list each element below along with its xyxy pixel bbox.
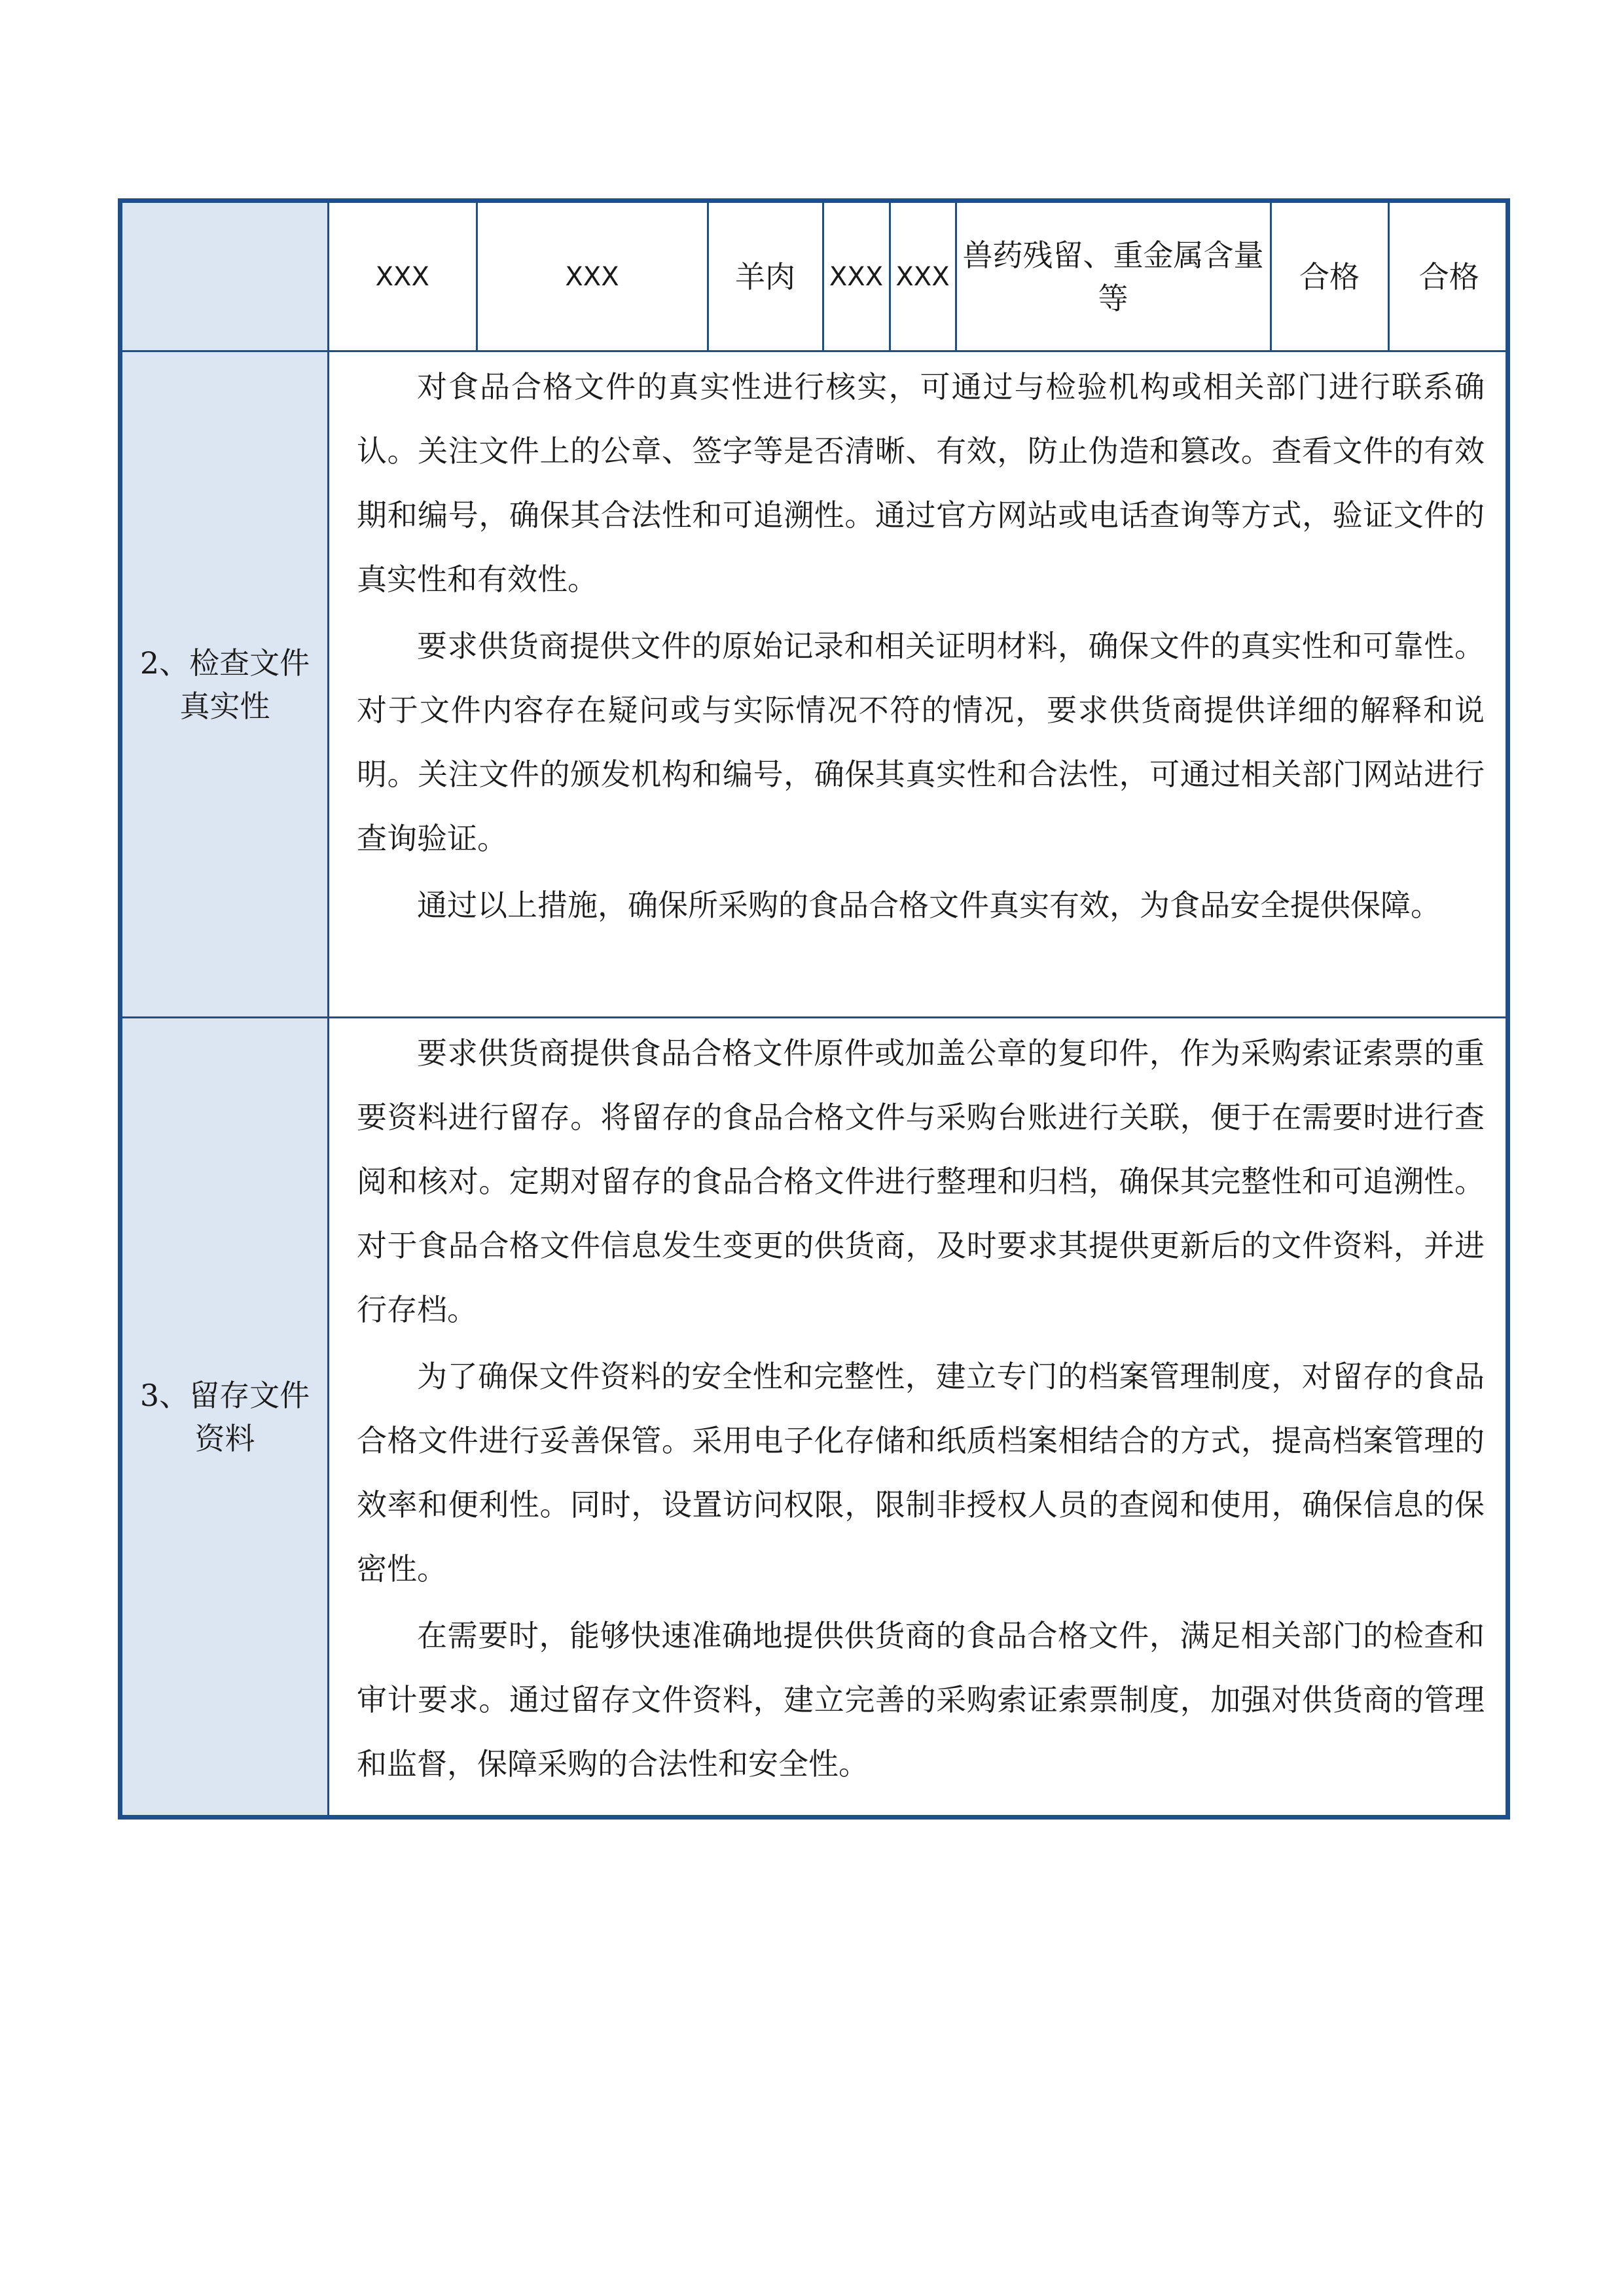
result-cell: 合格 xyxy=(1271,203,1388,350)
paragraph: 要求供货商提供食品合格文件原件或加盖公章的复印件，作为采购索证索票的重要资料进行留存。将留存的食品合格文件与采购台账进行关联，便于在需要时进行查阅和核对。定期对留存的食品合格文件进行整理和归档，确保其完整性和可追溯性。对于食品合格文件信息发生变更的供货商，及时要求其提供更新后的文件资料，并进行存档。 xyxy=(357,1035,1485,1327)
section-content-retain-documents xyxy=(329,1018,1508,1818)
paragraph: 要求供货商提供文件的原始记录和相关证明材料，确保文件的真实性和可靠性。对于文件内容存在疑问或与实际情况不符的情况，要求供货商提供详细的解释和说明。关注文件的颁发机构和编号，确保其真实性和合法性，可通过相关部门网站进行查询验证。 xyxy=(357,628,1485,856)
product-cell: 羊肉 xyxy=(708,203,823,350)
date-cell: XXX xyxy=(890,203,956,350)
row-label-empty xyxy=(120,201,329,351)
supplier-cell: XXX xyxy=(375,261,429,292)
paragraph: 对食品合格文件的真实性进行核实，可通过与检验机构或相关部门进行联系确认。关注文件上的公章、签字等是否清晰、有效，防止伪造和篡改。查看文件的有效期和编号，确保其合法性和可追溯性。通过官方网站或电话查询等方式，验证文件的真实性和有效性。 xyxy=(357,369,1485,597)
section-content-verify-authenticity xyxy=(329,351,1508,1018)
table-row xyxy=(120,1018,1508,1818)
paragraph: 在需要时，能够快速准确地提供供货商的食品合格文件，满足相关部门的检查和审计要求。通过留存文件资料，建立完善的采购索证索票制度，加强对供货商的管理和监督，保障采购的合法性和安全性。 xyxy=(357,1618,1485,1782)
section-label-verify-authenticity: 2、检查文件真实性 xyxy=(120,351,329,1018)
conclusion-cell: 合格 xyxy=(1388,203,1509,350)
paragraph: 为了确保文件资料的安全性和完整性，建立专门的档案管理制度，对留存的食品合格文件进行妥善保管。采用电子化存储和纸质档案相结合的方式，提高档案管理的效率和便利性。同时，设置访问权限，限制非授权人员的查阅和使用，确保信息的保密性。 xyxy=(357,1359,1485,1587)
certificate-cell: XXX xyxy=(477,203,708,350)
batch-cell: XXX xyxy=(823,203,890,350)
test-items-cell: 兽药残留、重金属含量等 xyxy=(956,203,1271,350)
inspection-record-table xyxy=(329,203,1509,350)
section-label-retain-documents: 3、留存文件资料 xyxy=(120,1018,329,1818)
paragraph: 通过以上措施，确保所采购的食品合格文件真实有效，为食品安全提供保障。 xyxy=(417,888,1441,923)
table-row xyxy=(120,201,1508,351)
inspection-record-row xyxy=(329,201,1508,351)
table-row xyxy=(120,351,1508,1018)
document-table xyxy=(118,198,1510,1820)
